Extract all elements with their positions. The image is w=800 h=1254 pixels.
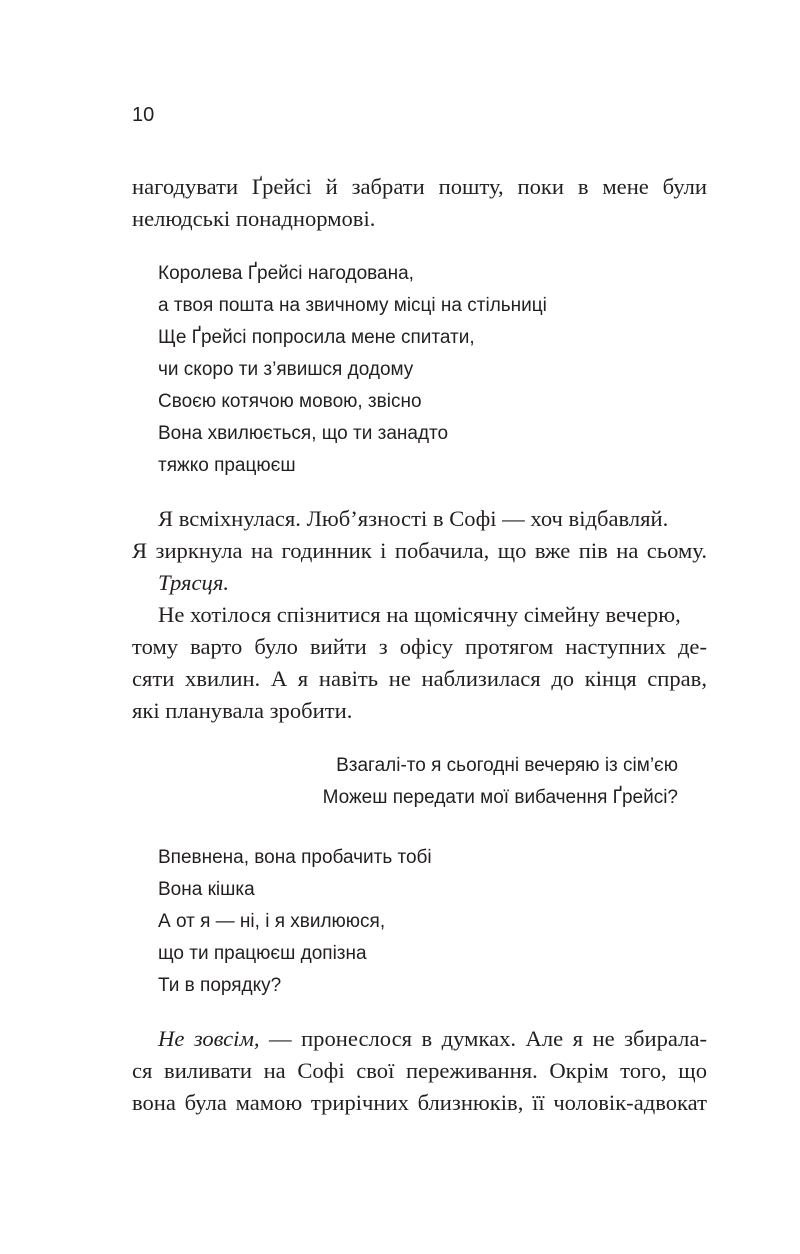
text-line: вона була мамою трирічних близнюків, її чоловік-адвокат	[132, 1090, 707, 1115]
page-number: 10	[132, 104, 155, 126]
paragraph-2	[132, 503, 707, 727]
message-line: Впевнена, вона пробачить тобі	[158, 847, 432, 868]
text-line: Я всміхнулася. Люб’язності в Софі — хоч відбавляй.	[158, 506, 669, 531]
message-line: Вона кішка	[158, 879, 255, 900]
message-line: А от я — ні, і я хвилююся,	[158, 911, 386, 932]
message-line: Ще Ґрейсі попросила мене спитати,	[158, 327, 475, 348]
text-line	[132, 1023, 707, 1055]
text-line: які планувала зробити.	[132, 698, 353, 723]
text-line: Не хотілося спізнитися на щомісячну сімейну вечерю,	[158, 602, 681, 627]
message-outgoing	[323, 750, 678, 814]
italic-thought: Трясця.	[158, 570, 229, 595]
text-line: нелюдські понаднормові.	[132, 206, 376, 231]
text-line: тому варто було вийти з офісу протягом наступних де-	[132, 634, 707, 659]
message-line: тяжко працюєш	[158, 455, 296, 476]
message-line: Ти в порядку?	[158, 975, 282, 996]
text-line: ся виливати на Софі свої переживання. Окрім того, що	[132, 1058, 707, 1083]
message-line: що ти працюєш допізна	[158, 943, 367, 964]
message-incoming-1	[158, 258, 547, 482]
text-line: сяти хвилин. А я навіть не наблизилася до кінця справ,	[132, 666, 707, 691]
message-line: Вона хвилюється, що ти занадто	[158, 423, 449, 444]
text-line-rest: — пронеслося в думках. Але я не збирала-	[259, 1026, 707, 1051]
message-line: Королева Ґрейсі нагодована,	[158, 263, 414, 284]
paragraph-3	[132, 1023, 707, 1119]
message-line: Своєю котячою мовою, звісно	[158, 391, 422, 412]
message-line: Можеш передати мої вибачення Ґрейсі?	[322, 787, 678, 808]
message-line: чи скоро ти з’явишся додому	[158, 359, 414, 380]
text-line-italic	[132, 567, 707, 599]
paragraph-1	[132, 171, 707, 235]
message-incoming-2	[158, 842, 432, 1002]
text-line: Я зиркнула на годинник і побачила, що вже пів на сьому.	[132, 538, 707, 563]
italic-thought: Не зовсім,	[158, 1026, 260, 1051]
message-line: а твоя пошта на звичному місці на стільниці	[158, 295, 547, 316]
message-line: Взагалі-то я сьогодні вечеряю із сім’єю	[336, 755, 678, 776]
text-line: нагодувати Ґрейсі й забрати пошту, поки в мене були	[132, 174, 707, 199]
